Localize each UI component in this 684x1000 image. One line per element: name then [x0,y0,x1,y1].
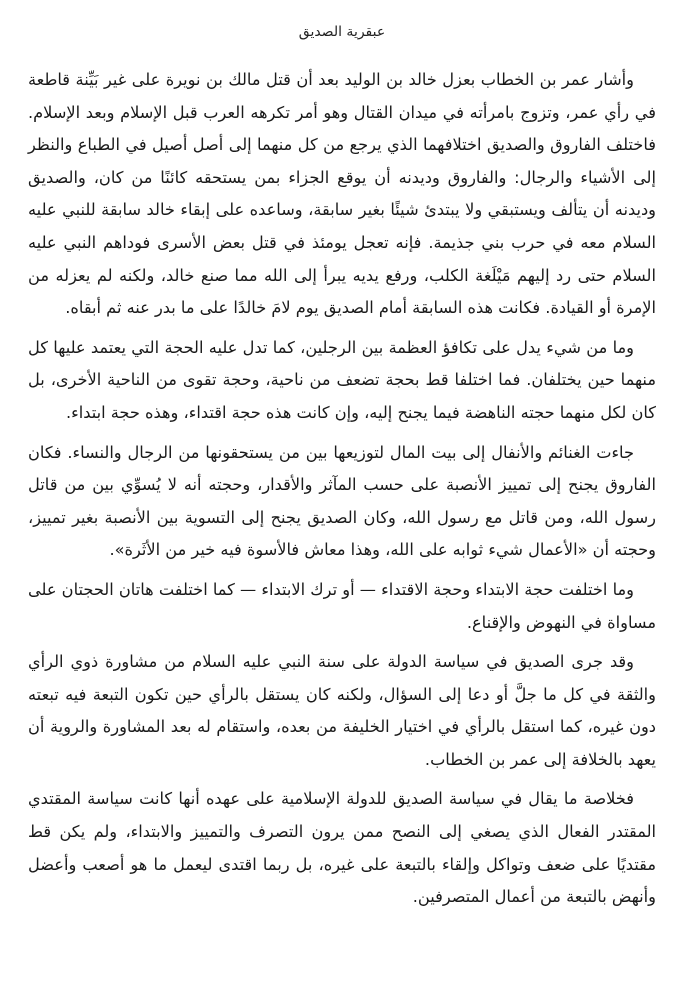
paragraph: وما من شيء يدل على تكافؤ العظمة بين الرجلين، كما تدل عليه الحجة التي يعتمد عليها كل منهما حين يختلفان. فما اختلفا قط بحجة تضعف من ناحية، وحجة تقوى من الناحية الأخرى، بل كان لكل منهما حجته الناهضة فيما يجنح إليه، وإن كانت هذه حجة اقتداء، وهذه حجة ابتداء. [28,337,656,422]
paragraph: جاءت الغنائم والأنفال إلى بيت المال لتوزيعها بين من يستحقونها من الرجال والنساء. فكان الفاروق يجنح إلى تمييز الأنصبة على حسب المآثر والأقدار، وحجته أنه لا يُسوِّي بين من قاتل رسول الله، ومن قاتل مع رسول الله، وكان الصديق يجنح إلى التسوية بين الأنصبة بغير تمييز، وحجته أن «الأعمال شيء ثوابه على الله، وهذا معاش فالأسوة فيه خير من الأثَرة». [28,442,656,560]
body-text [28,64,656,914]
paragraph: فخلاصة ما يقال في سياسة الصديق للدولة الإسلامية على عهده أنها كانت سياسة المقتدي المقتدر الفعال الذي يصغي إلى النصح ممن يرون التصرف والتمييز والابتداء، ولم يكن قط مقتديًا على ضعف وتواكل وإلقاء بالتبعة على غيره، بل ربما اقتدى ليعمل ما هو أصعب وأعضل وأنهض بالتبعة من أعمال المتصرفين. [28,789,656,907]
paragraph: وأشار عمر بن الخطاب بعزل خالد بن الوليد بعد أن قتل مالك بن نويرة على غير بَيِّنة قاطعة في رأي عمر، وتزوج بامرأته في ميدان القتال وهو أمر تكرهه العرب قبل الإسلام وبعد الإسلام. فاختلف الفاروق والصديق اختلافهما الذي يرجع من كل منهما إلى أصل أصيل في الطباع والنظر إلى الأشياء والرجال: والفاروق وديدنه أن يوقع الجزاء بمن يستحقه كائنًا من كان، والصديق وديدنه أن يتألف ويستبقي ولا يبتدئ شيئًا بغير سابقة، وساعده على إبقاء خالد سابقة للنبي عليه السلام معه في حرب بني جذيمة. فإنه تعجل يومئذ في قتل بعض الأسرى فوداهم النبي عليه السلام حتى رد إليهم مَيْلَغة الكلب، ورفع يديه يبرأ إلى الله مما صنع خالد، ولكنه لم يعزله من الإمرة أو القيادة. فكانت هذه السابقة أمام الصديق يوم لامَ خالدًا على ما بدر عنه ثم أبقاه. [28,70,656,318]
paragraph: وما اختلفت حجة الابتداء وحجة الاقتداء — أو ترك الابتداء — كما اختلفت هاتان الحجتان على مساواة في النهوض والإقناع. [28,579,656,632]
running-header-title: عبقرية الصديق [298,24,386,40]
paragraph: وقد جرى الصديق في سياسة الدولة على سنة النبي عليه السلام من مشاورة ذوي الرأي والثقة في كل ما جلَّ أو دعا إلى السؤال، ولكنه كان يستقل بالرأي حين تكون التبعة فيه تبعته دون غيره، كما استقل بالرأي في اختيار الخليفة من بعده، واستقام له بعد المشاورة والروية أن يعهد بالخلافة إلى عمر بن الخطاب. [28,652,656,769]
